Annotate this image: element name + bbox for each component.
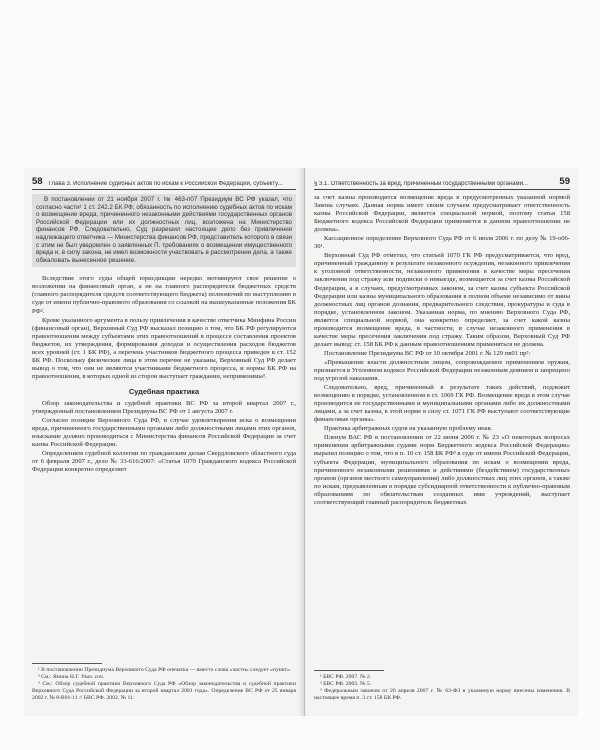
right-footnotes (314, 670, 570, 702)
footnote: ¹ В постановлении Президиума Верховного Суда РФ опечатка — вместо слова «части» следует «пункт». (38, 667, 292, 674)
left-page-number: 58 (32, 176, 43, 187)
practice-paragraph: Определением судебной коллегии по гражданским делам Свердловского областного суда от 6 февраля 2007 г., дело № 33-616/2007: «Статья 1070 Гражданского кодекса Российской Федерации конкретно определяет (32, 450, 296, 474)
right-page-number: 59 (559, 176, 570, 187)
left-running-head-text: Глава 3. Исполнение судебных актов по искам к Российской Федерации, субъекту... (48, 181, 283, 187)
body-paragraph: Пленум ВАС РФ в постановлении от 22 июня 2006 г. № 23 «О некоторых вопросах применения арбитражными судами норм Бюджетного кодекса Российской Федерации» выразил позицию о том, что в п. 10 ст. 158 БК РФ³ в суде от имени Российской Федерации, субъекта Федерации, муниципального образования по искам о возмещении вреда, причиненного незаконными решениями и действиями (бездействием) государственных органов (органов местного самоуправления) либо должностных лиц этих органов, а также по искам, предъявленным в порядке субсидиарной ответственности к публично-правовым образованиям по обязательствам созданных ими учреждений, выступает соответствующий главный распорядитель бюджетных (314, 434, 570, 506)
body-paragraph: Постановление Президиума ВС РФ от 10 октября 2001 г. № 129 пв01 пр²: (324, 349, 531, 357)
footnote: ² См.: Янина Н.Г. Указ. соч. (38, 674, 105, 681)
body-paragraph: Практика арбитражных судов на указанную проблему иная. (324, 425, 493, 433)
footnote: ³ Федеральным законом от 26 апреля 2007 г. № 63-ФЗ в указанную норму внесены изменения. В настоящее время п. 3 ст. 158 БК РФ. (314, 688, 570, 702)
body-paragraph: Вследствие этого суды общей юрисдикции нередко мотивируют свое решение о возложении на финансовый орган, а не на главного распорядителя бюджетных средств (главного распорядителя средств соответствующего бюджета) полномочий по выступлению в суде от имени публично-правового образования со ссылкой на вышеуказанные положения БК РФ². (32, 275, 296, 315)
left-footnotes (32, 663, 296, 702)
section-heading: Судебная практика (128, 386, 200, 396)
left-page (24, 168, 305, 716)
right-running-head-text: § 3.1. Ответственность за вред, причиненный государственными органами... (314, 181, 528, 187)
footnote: ² БВС РФ. 2002. № 5. (320, 681, 372, 688)
shaded-paragraph: В постановлении от 21 ноября 2007 г. № 463-п07 Президиум ВС РФ указал, что согласно части¹ 1 ст. 242.2 БК РФ, обязанность по исполнению судебных актов по искам о возмещении вреда, причиненного незаконными действиями государственных органов Российской Федерации или их должностных лиц, возложена на Министерство финансов РФ. Следовательно, Суд разрешил настоящее дело без привлечения надлежащего ответчика — Министерства финансов РФ, представитель которого в связи с этим не был уведомлен о заявленных П. требованиях о возмещении имущественного вреда и, в силу закона, не имел возможности участвовать в рассмотрении дела, а также обжаловать вынесенное решение. (36, 196, 292, 264)
body-paragraph: Следовательно, вред, причиненный в результате таких действий, подлежит возмещению в порядке, установленном в ст. 1069 ГК РФ. Возмещение вреда в этом случае производится не государственными и муниципальными органами либо их должностными лицами, а за счет казны, в этой норме в силу ст. 1071 ГК РФ выступают соответствующие финансовые органы». (314, 384, 570, 424)
practice-paragraph: Обзор законодательства и судебной практики ВС РФ за второй квартал 2007 г., утвержденный постановлением Президиума ВС РФ от 1 августа 2007 г. (32, 400, 296, 416)
right-body (314, 194, 570, 507)
left-body (32, 194, 296, 474)
body-paragraph: «Превышение власти должностным лицом, сопровождаемое применением оружия, признается в Уголовном кодексе Российской Федерации незаконным деянием и запрещено под угрозой наказания. (314, 358, 570, 383)
right-running-head (314, 168, 570, 190)
practice-paragraph: Согласно позиции Верховного Суда РФ, в случае удовлетворения иска о возмещении вреда, причиненного государственными органами либо должностными лицами этих органов, взыскание должно производиться с Министерства финансов Российской Федерации за счет казны Российской Федерации. (32, 417, 296, 449)
body-paragraph: за счет казны производится возмещение вреда в предусмотренных указанной нормой Закона случаях. Данная норма имеет своим случаем предусматривает ответственность казны Российской Федерации, является специальной нормой, поэтому статья 158 Бюджетного кодекса Российской Федерации применяется в данном правоотношении не должна». (314, 194, 570, 234)
shaded-citation-box (32, 194, 296, 267)
right-page (306, 168, 578, 716)
body-paragraph: Верховный Суд РФ отметил, что статьей 1070 ГК РФ предусматривается, что вред, причиненный гражданину в результате незаконного осуждения, незаконного привлечения к уголовной ответственности, незаконного применения в качестве меры пресечения заключения под стражу или подписки о невыезде, возмещается за счет казны Российской Федерации, а в случаях, предусмотренных законом, за счет казны субъекта Российской Федерации или казны муниципального образования в полном объеме независимо от вины должностных лиц органов дознания, предварительного следствия, прокуратуры и суда в порядке, установленном законом. Указанная норма, по мнению Верховного Суда РФ, является специальной нормой, она конкретно определяет, за счет какой казны производится возмещение вреда, в частности, в случае незаконного применения в качестве меры пресечения заключения под стражу. Таким образом, Верховный Суд РФ делает вывод: ст. 158 БК РФ к данным правоотношениям применяться не должна. (314, 252, 570, 348)
footnote-rule (32, 663, 102, 664)
left-running-head (32, 168, 296, 190)
body-paragraph: Кассационное определение Верховного Суда РФ от 6 июля 2006 г. по делу № 19-о06-30¹. (314, 235, 570, 251)
footnote-rule (314, 670, 384, 671)
footnote: ³ См.: Обзор судебной практики Верховного Суда РФ «Обзор законодательства и судебной практики Верховного Суда Российской Федерации за второй квартал 2001 года». Определение ВС РФ от 25 января 2002 г. № 8-В01-11 // БВС РФ. 2002. № 11. (32, 681, 296, 702)
body-paragraph: Кроме указанного аргумента в пользу привлечения в качестве ответчика Минфина России (финансовый орган), Верховный Суд РФ высказал позицию о том, что БК РФ регулируются правоотношения между субъектами этих правоотношений в процессе составления проектов бюджетов, их утверждения, формирования доходов и осуществления расходов бюджетов всех уровней (ст. 1 БК РФ), а перечень участников бюджетного процесса приведен в ст. 152 БК РФ. Поскольку физические лица в этом перечне не указаны, Верховный Суд РФ делает вывод о том, что они не являются участниками бюджетного процесса, и нормы БК РФ на правоотношения, в которых одной из сторон выступает гражданин, неприменимы³. (32, 316, 296, 380)
footnote: ¹ БВС РФ. 2007. № 2. (320, 674, 372, 681)
